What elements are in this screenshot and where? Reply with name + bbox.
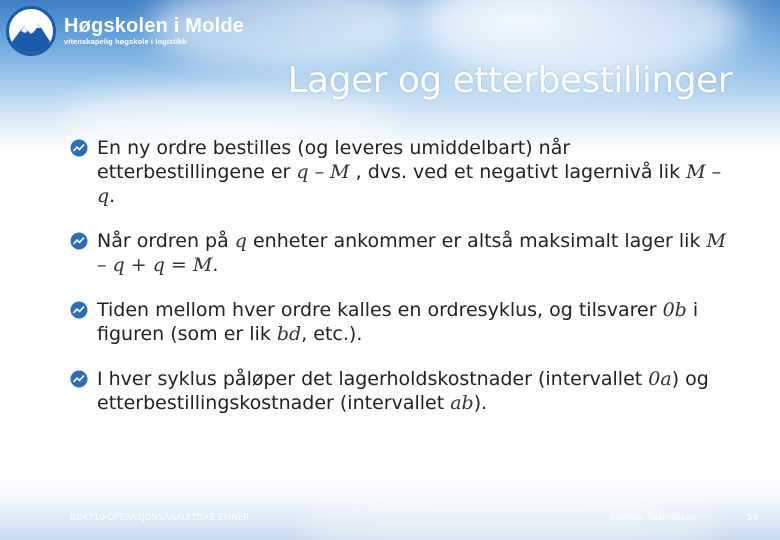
bullet-text: .: [109, 185, 116, 207]
institution-logo: [6, 6, 244, 56]
bullet-text: Når ordren på: [97, 230, 235, 252]
bullet-text: En ny ordre bestilles (og leveres umiddelbart) når etterbestillingene er: [97, 137, 571, 183]
math-expression: M – q + q = M: [97, 230, 726, 276]
bullet-item-3: [70, 298, 740, 346]
footer-course: BØK710 OPERASJONSANALYTISKE EMNER: [70, 513, 250, 523]
math-expression: 0a: [648, 368, 672, 390]
bullet-text: ) og etterbestillingskostnader (intervallet: [97, 368, 709, 414]
math-expression: M – q: [97, 161, 722, 207]
bullet-text: .: [212, 254, 219, 276]
bullet-text: enheter ankommer er altså maksimalt lager lik: [246, 230, 707, 252]
logo-text: [64, 15, 244, 47]
bullet-text: i figuren (som er lik: [97, 299, 699, 345]
bullet-text: ).: [473, 392, 488, 414]
bullet-text: Tiden mellom hver ordre kalles en ordresyklus, og tilsvarer: [97, 299, 663, 321]
math-expression: ab: [450, 392, 474, 414]
page-number: 59: [747, 513, 759, 523]
bullet-icon: [70, 370, 88, 388]
math-expression: bd: [276, 323, 302, 345]
bullet-item-4: [70, 367, 740, 415]
bullet-item-1: [70, 136, 740, 208]
math-expression: q – M: [296, 161, 350, 183]
math-expression: 0b: [662, 299, 687, 321]
slide-title: Lager og etterbestillinger: [287, 60, 732, 101]
bullet-icon: [70, 139, 88, 157]
footer-author: Rasmus Rasmussen: [610, 513, 697, 523]
logo-subtitle: vitenskapelig høgskole i logistikk: [64, 37, 187, 46]
bullet-list: [70, 136, 740, 436]
bullet-text: , etc.).: [301, 323, 363, 345]
math-expression: q: [234, 230, 247, 252]
bullet-icon: [70, 301, 88, 319]
bullet-text: , dvs. ved et negativt lagernivå lik: [349, 161, 687, 183]
bullet-item-2: [70, 229, 740, 277]
bullet-icon: [70, 232, 88, 250]
logo-name: Høgskolen i Molde: [64, 15, 245, 37]
mountain-logo-icon: [6, 6, 56, 56]
bullet-text: I hver syklus påløper det lagerholdskostnader (intervallet: [97, 368, 649, 390]
